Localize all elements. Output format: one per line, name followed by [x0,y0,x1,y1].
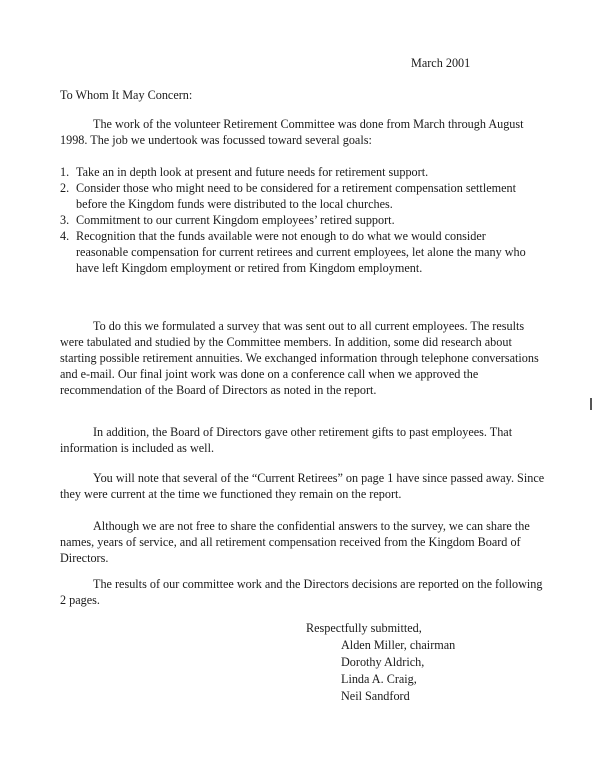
list-item-number: 2. [60,181,70,195]
confidential-paragraph [60,518,545,566]
goals-list [60,164,540,276]
list-item [60,212,540,228]
survey-paragraph [60,318,545,398]
signatory-name: Alden Miller, chairman [341,638,456,652]
closing: Respectfully submitted, [306,621,422,635]
list-item [60,180,540,212]
gifts-paragraph [60,424,545,456]
salutation: To Whom It May Concern: [60,88,193,102]
list-item-text: Commitment to our current Kingdom employees’ retired support. [76,213,395,227]
signatory-name: Neil Sandford [341,689,410,703]
confidential-paragraph-text: Although we are not free to share the confidential answers to the survey, we can share the names, years of service, and all retirement compensation received from the Kingdom Board of Directors. [60,519,530,565]
list-item-text: Take an in depth look at present and future needs for retirement support. [76,165,429,179]
intro-paragraph [60,116,545,148]
signatory-name: Dorothy Aldrich, [341,655,425,669]
intro-paragraph-text: The work of the volunteer Retirement Committee was done from March through August 1998. The job we undertook was focussed toward several goals: [60,117,524,147]
retirees-paragraph [60,470,545,502]
signature-block [306,620,455,705]
results-paragraph-text: The results of our committee work and the Directors decisions are reported on the following 2 pages. [60,577,543,607]
signatory-name: Linda A. Craig, [341,672,417,686]
letter-date: March 2001 [411,56,471,70]
list-item-number: 4. [60,229,70,243]
list-item [60,164,540,180]
margin-mark [590,398,592,410]
results-paragraph [60,576,545,608]
list-item [60,228,540,276]
list-item-text: Recognition that the funds available were not enough to do what we would consider reasonable compensation for current retirees and current employees, let alone the many who have left Kingdom employment or retired from Kingdom employment. [76,229,526,275]
list-item-text: Consider those who might need to be considered for a retirement compensation settlement before the Kingdom funds were distributed to the local churches. [76,181,516,211]
list-item-number: 1. [60,165,70,179]
gifts-paragraph-text: In addition, the Board of Directors gave other retirement gifts to past employees. That information is included as well. [60,425,513,455]
retirees-paragraph-text: You will note that several of the “Current Retirees” on page 1 have since passed away. Since they were current at the time we functioned they remain on the report. [60,471,545,501]
survey-paragraph-text: To do this we formulated a survey that was sent out to all current employees. The results were tabulated and studied by the Committee members. In addition, some did research about starting possible retirement annuities. We exchanged information through telephone conversations and e-mail. Our final joint work was done on a conference call when we approved the recommendation of the Board of Directors as noted in the report. [60,319,539,397]
list-item-number: 3. [60,213,70,227]
